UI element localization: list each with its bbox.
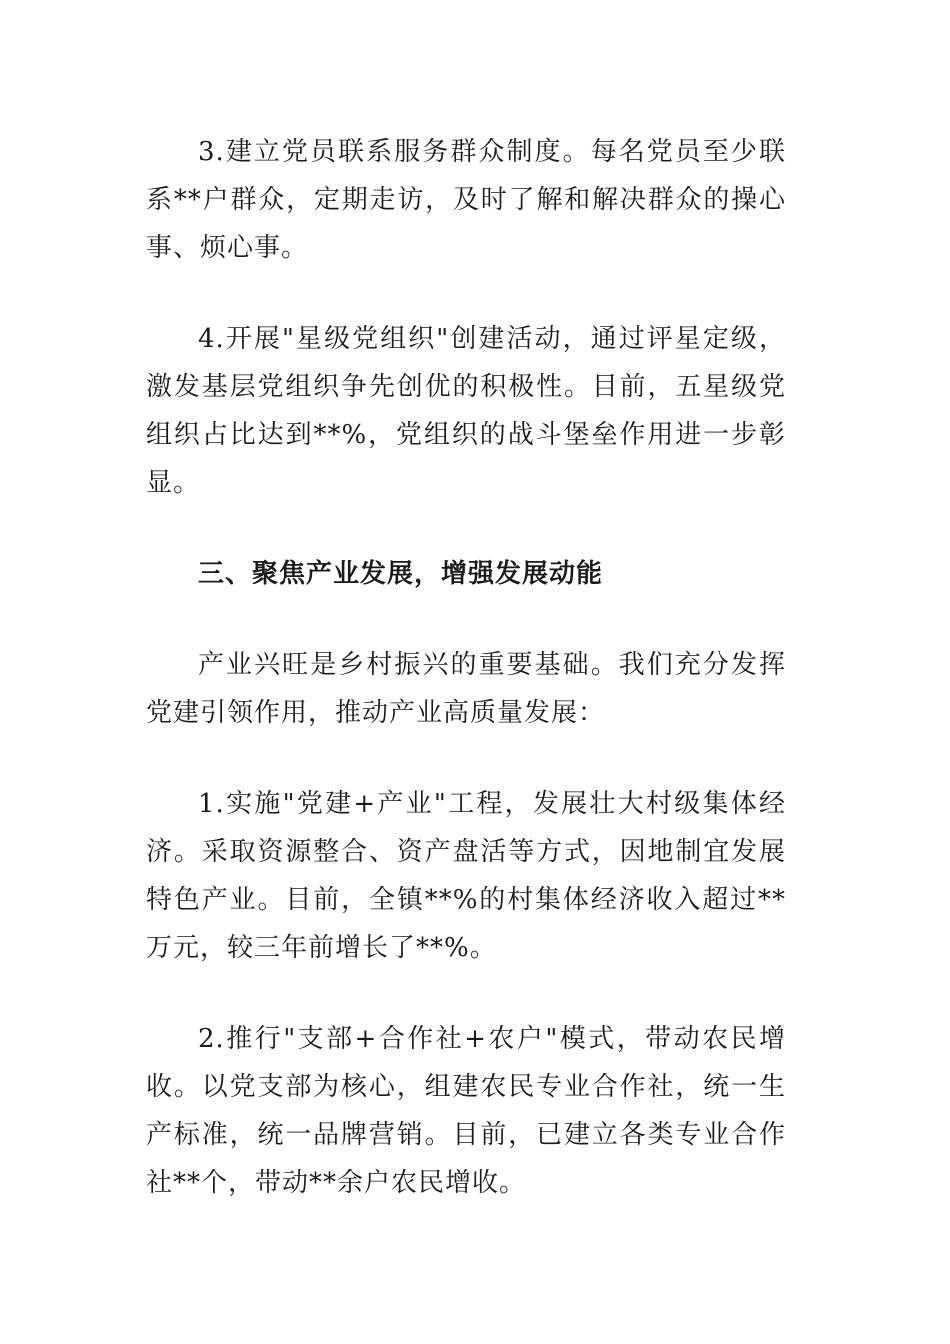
document-body [146,128,786,1250]
paragraph-party-building-industry: 1.实施"党建+产业"工程，发展壮大村级集体经济。采取资源整合、资产盘活等方式，因地制宜发展特色产业。目前，全镇**%的村集体经济收入超过**万元，较三年前增长了**%。 [146,789,786,963]
paragraph-industry-intro: 产业兴旺是乡村振兴的重要基础。我们充分发挥党建引领作用，推动产业高质量发展： [146,650,786,728]
paragraph-star-party-organization: 4.开展"星级党组织"创建活动，通过评星定级，激发基层党组织争先创优的积极性。目前，五星级党组织占比达到**%，党组织的战斗堡垒作用进一步彰显。 [146,324,786,498]
paragraph-party-member-contact: 3.建立党员联系服务群众制度。每名党员至少联系**户群众，定期走访，及时了解和解决群众的操心事、烦心事。 [146,137,786,263]
section-heading-industry-development: 三、聚焦产业发展，增强发展动能 [198,559,604,589]
paragraph-branch-cooperative-model: 2.推行"支部+合作社+农户"模式，带动农民增收。以党支部为核心，组建农民专业合作社，统一生产标准，统一品牌营销。目前，已建立各类专业合作社**个，带动**余户农民增收。 [146,1024,786,1198]
